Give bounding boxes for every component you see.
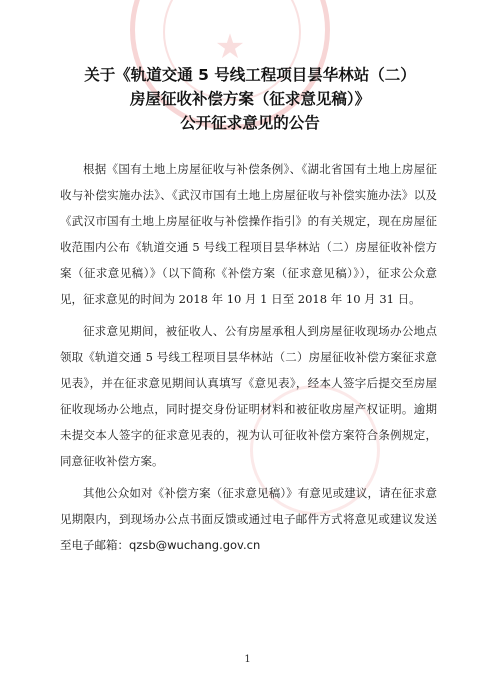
paragraph-submission-procedure: 征求意见期间，被征收人、公有房屋承租人到房屋征收现场办公地点领取《轨道交通 5 号线工程项目昙华林站（二）房屋征收补偿方案征求意见表》，并在征求意见期间认真填写《意见表》，经本人签字后提交至房屋征收现场办公地点，同时提交身份证明材料和被征收房屋产权证明。逾期未提交本人签字的征求意见表的，视为认可征收补偿方案符合条例规定，同意征收补偿方案。	[60, 324, 437, 468]
title-line-3: 公开征求意见的公告	[180, 114, 320, 132]
page-number: 1	[244, 654, 251, 665]
title-line-1: 关于《轨道交通 5 号线工程项目昙华林站（二）	[84, 66, 416, 84]
document-body	[60, 156, 437, 564]
paragraph-public-feedback	[60, 480, 437, 558]
paragraph-legal-basis: 根据《国有土地上房屋征收与补偿条例》、《湖北省国有土地上房屋征收与补偿实施办法》、《武汉市国有土地上房屋征收与补偿实施办法》以及《武汉市国有土地上房屋征收与补偿操作指引》的有关规定，现在房屋征收范围内公布《轨道交通 5 号线工程项目昙华林站（二）房屋征收补偿方案（征求意见稿）》（以下简称《补偿方案（征求意见稿）》），征求公众意见，征求意见的时间为 2018 年 10 月 1 日至 2018 年 10 月 31 日。	[60, 162, 437, 306]
title-line-2: 房屋征收补偿方案（征求意见稿）》	[129, 90, 371, 108]
contact-email: qzsb@wuchang.gov.cn	[129, 538, 261, 552]
feedback-text: 其他公众如对《补偿方案（征求意见稿）》有意见或建议，请在征求意见期限内，到现场办公点书面反馈或通过电子邮件方式将意见或建议发送至电子邮箱：	[60, 486, 437, 552]
seal-star-icon: ★	[214, 27, 246, 67]
document-title	[60, 63, 440, 135]
